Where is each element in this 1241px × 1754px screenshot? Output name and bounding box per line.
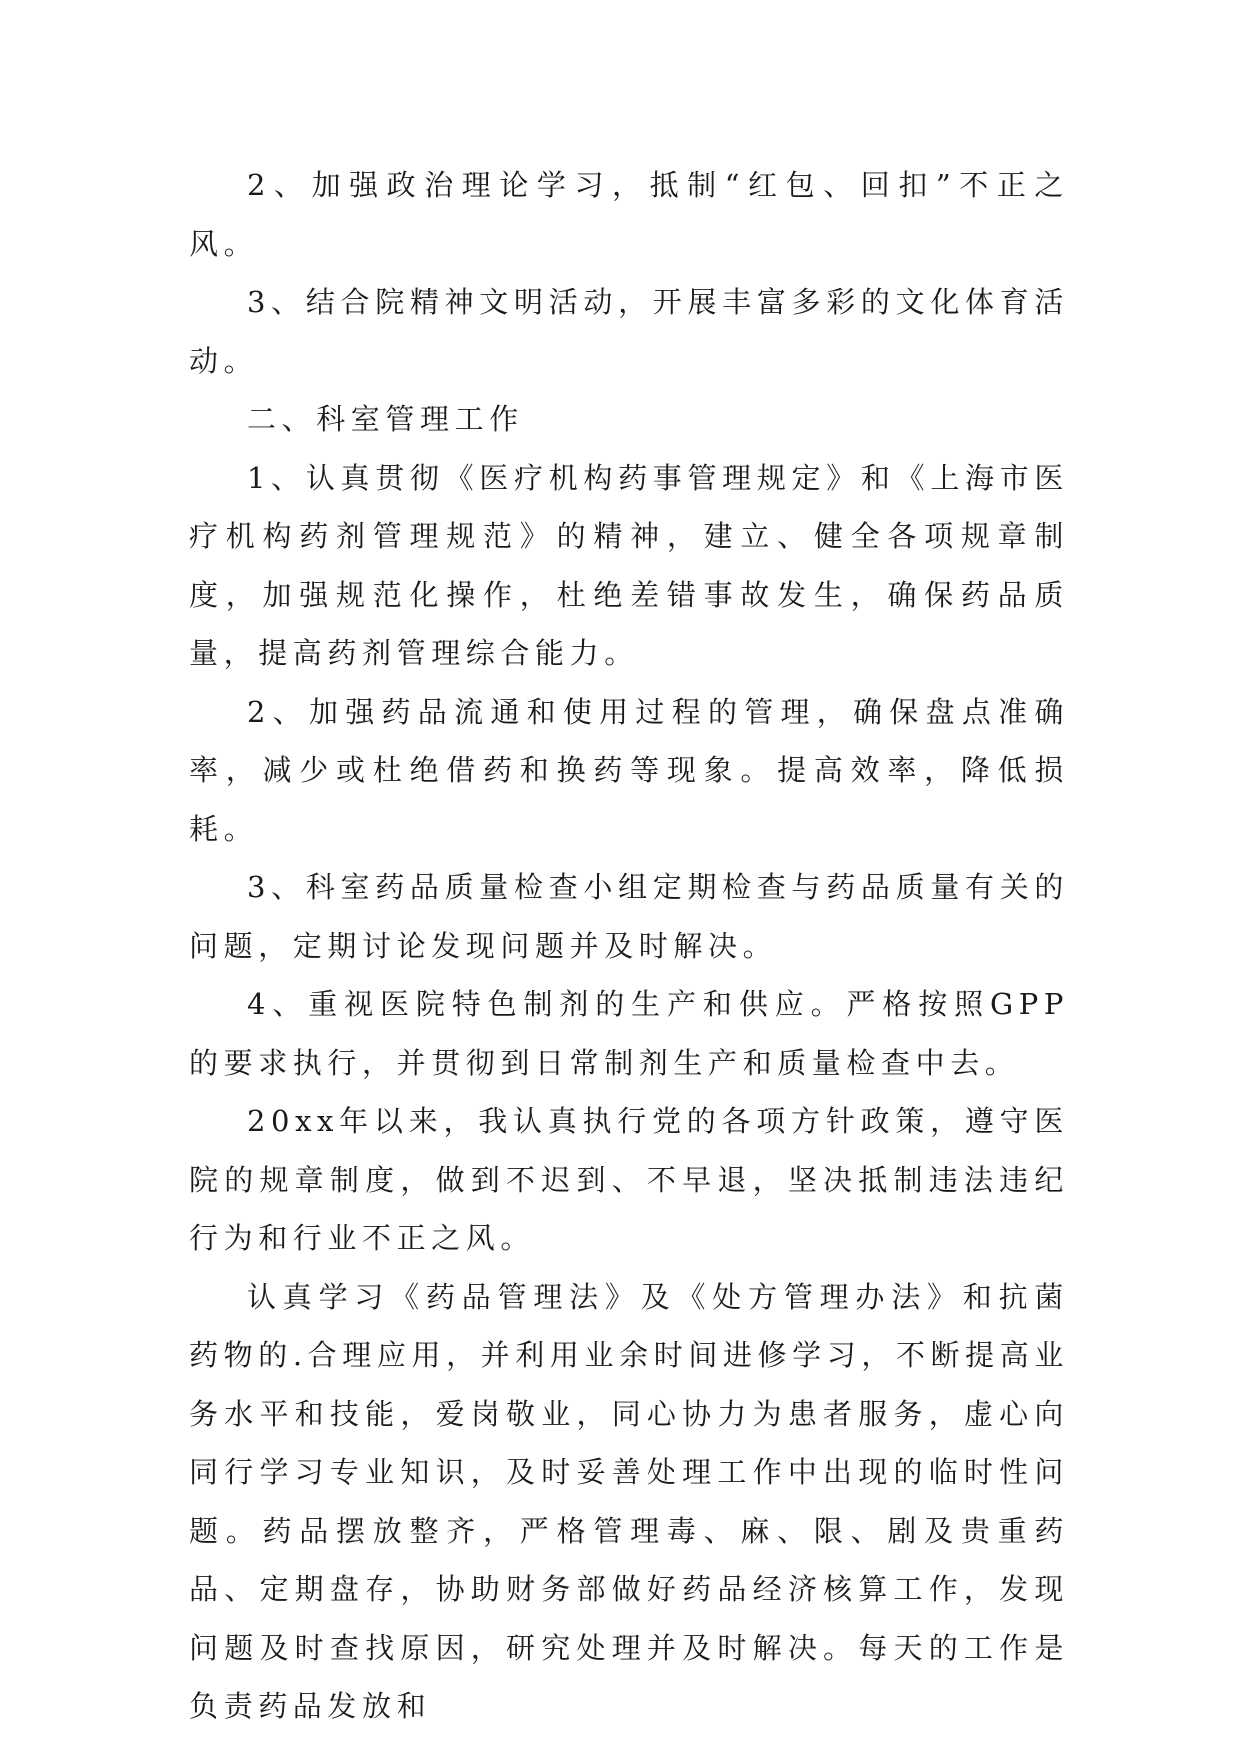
paragraph-7: 20xx年以来，我认真执行党的各项方针政策，遵守医院的规章制度，做到不迟到、不早退，坚决抵制违法违纪行为和行业不正之风。 [189,1104,1069,1255]
paragraph-6: 4、重视医院特色制剂的生产和供应。严格按照GPP的要求执行，并贯彻到日常制剂生产和质量检查中去。 [189,987,1069,1080]
paragraph-3: 1、认真贯彻《医疗机构药事管理规定》和《上海市医疗机构药剂管理规范》的精神，建立、健全各项规章制度，加强规范化操作，杜绝差错事故发生，确保药品质量，提高药剂管理综合能力。 [189,460,1069,670]
section-heading: 二、科室管理工作 [247,402,524,436]
paragraph-1: 2、加强政治理论学习，抵制“红包、回扣”不正之风。 [189,168,1069,261]
paragraph-2: 3、结合院精神文明活动，开展丰富多彩的文化体育活动。 [189,285,1069,378]
paragraph-4: 2、加强药品流通和使用过程的管理，确保盘点准确率，减少或杜绝借药和换药等现象。提高效率，降低损耗。 [189,694,1069,846]
paragraph-8: 认真学习《药品管理法》及《处方管理办法》和抗菌药物的.合理应用，并利用业余时间进修学习，不断提高业务水平和技能，爱岗敬业，同心协力为患者服务，虚心向同行学习专业知识，及时妥善处理工作中出现的临时性问题。药品摆放整齐，严格管理毒、麻、限、剧及贵重药品、定期盘存，协助财务部做好药品经济核算工作，发现问题及时查找原因，研究处理并及时解决。每天的工作是负责药品发放和 [189,1279,1069,1723]
document-body [189,156,1069,1736]
paragraph-5: 3、科室药品质量检查小组定期检查与药品质量有关的问题，定期讨论发现问题并及时解决。 [189,870,1069,963]
